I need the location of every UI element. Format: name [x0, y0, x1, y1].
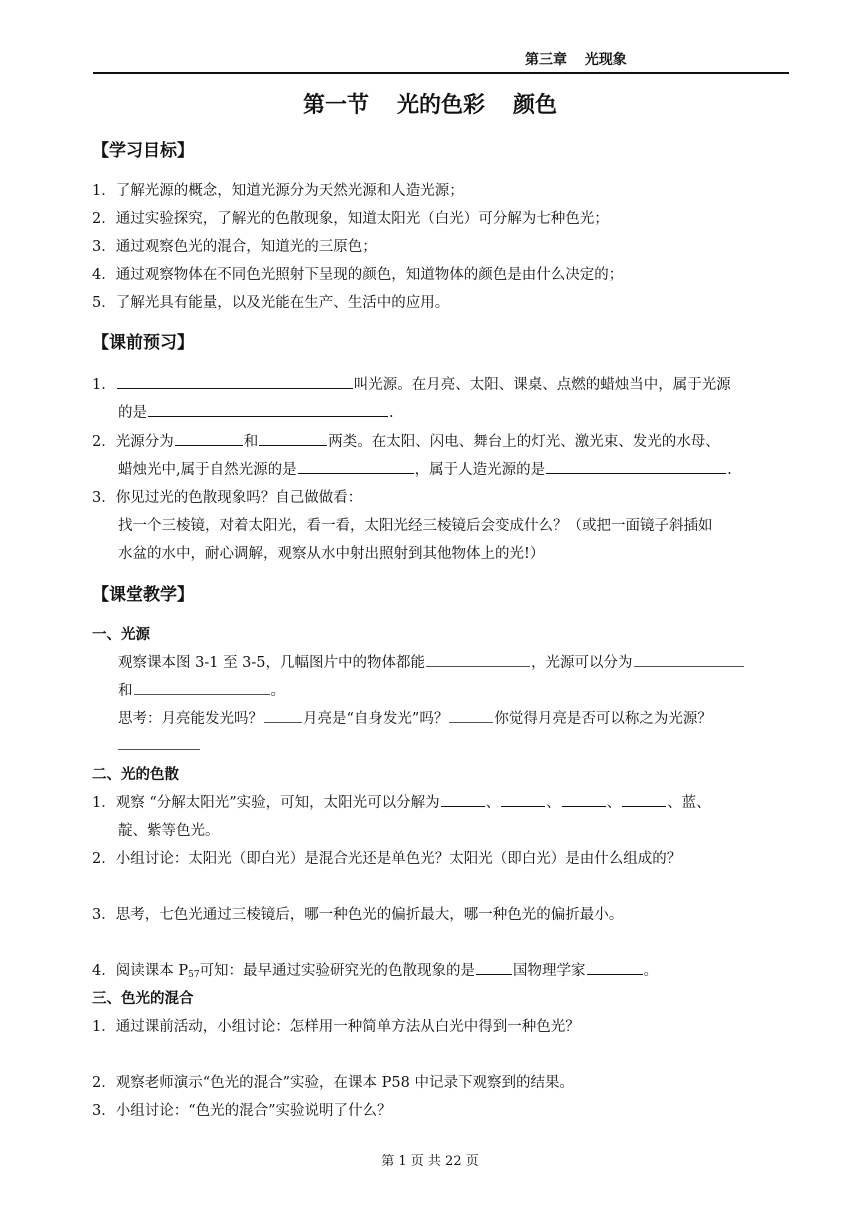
chapter-label: 第三章 — [525, 52, 567, 68]
answer-blank[interactable] — [587, 960, 643, 975]
preview-q2-line1 — [92, 430, 720, 451]
s2-q1-line2: 靛、紫等色光。 — [118, 823, 220, 839]
preview-q1-line1 — [92, 373, 731, 394]
answer-blank[interactable] — [298, 459, 414, 474]
page-subscript: 57 — [188, 970, 200, 980]
s1-text-a: 观察课本图 3-1 至 3-5，几幅图片中的物体都能 — [118, 655, 426, 671]
preview-q3-line3: 水盆的水中，耐心调解，观察从水中射出照射到其他物体上的光!） — [118, 546, 545, 562]
s2-q4-text-a: 4．阅读课本 P — [92, 963, 189, 979]
goals-heading: 【学习目标】 — [92, 141, 194, 161]
goal-item: 2．通过实验探究，了解光的色散现象，知道太阳光（白光）可分解为七种色光； — [92, 211, 609, 227]
s2-q4-text-b: 可知：最早通过实验研究光的色散现象的是 — [199, 963, 476, 979]
chapter-topic: 光现象 — [584, 52, 627, 68]
separator: 、 — [485, 795, 501, 811]
page-title — [0, 88, 860, 119]
preview-q3-line2: 找一个三棱镜，对着太阳光，看一看，太阳光经三棱镜后会变成什么？（或把一面镜子斜插如 — [118, 518, 713, 534]
answer-blank[interactable] — [634, 652, 744, 667]
title-name: 光的色彩 — [396, 93, 485, 118]
goal-item: 3．通过观察色光的混合，知道光的三原色； — [92, 239, 377, 255]
s1-line1 — [118, 651, 745, 672]
goal-item: 1．了解光源的概念，知道光源分为天然光源和人造光源； — [92, 183, 464, 199]
q1-text-b: 的是 — [118, 405, 147, 421]
s2-q4 — [92, 959, 658, 980]
section2-title: 二、光的色散 — [92, 767, 179, 783]
separator: 、 — [546, 795, 561, 811]
s2-q4-end: 。 — [643, 963, 659, 979]
s3-q1: 1．通过课前活动，小组讨论：怎样用一种简单方法从白光中得到一种色光？ — [92, 1019, 580, 1035]
answer-blank[interactable] — [546, 459, 726, 474]
s2-q1-line1 — [92, 791, 711, 812]
s2-q4-text-c: 国物理学家 — [513, 963, 586, 979]
q2-end: . — [727, 462, 732, 478]
s2-q3: 3．思考，七色光通过三棱镜后，哪一种色光的偏折最大，哪一种色光的偏折最小。 — [92, 907, 624, 923]
s1-text-e: 思考：月亮能发光吗？ — [118, 711, 263, 727]
answer-blank[interactable] — [264, 708, 302, 723]
s3-q3: 3．小组讨论：“色光的混合”实验说明了什么？ — [92, 1103, 392, 1119]
section3-title: 三、色光的混合 — [92, 991, 194, 1007]
s1-line2 — [118, 679, 285, 700]
s2-q2: 2．小组讨论：太阳光（即白光）是混合光还是单色光？太阳光（即白光）是由什么组成的？ — [92, 851, 682, 867]
answer-blank[interactable] — [441, 792, 485, 807]
answer-blank[interactable] — [134, 680, 270, 695]
q1-text: 叫光源。在月亮、太阳、课桌、点燃的蜡烛当中，属于光源 — [353, 377, 731, 393]
q1-end: . — [389, 405, 394, 421]
title-sub: 颜色 — [513, 93, 558, 118]
answer-blank[interactable] — [449, 708, 493, 723]
s1-text-g: 你觉得月亮是否可以称之为光源？ — [494, 711, 712, 727]
s1-text-f: 月亮是“自身发光”吗？ — [303, 711, 449, 727]
answer-blank[interactable] — [562, 792, 606, 807]
q1-number: 1． — [92, 377, 116, 393]
s1-text-d: 。 — [270, 683, 285, 699]
section1-title: 一、光源 — [92, 627, 150, 643]
answer-blank[interactable] — [148, 402, 388, 417]
s3-q2: 2．观察老师演示“色光的混合”实验，在课本 P58 中记录下观察到的结果。 — [92, 1075, 574, 1091]
preview-q1-line2 — [118, 401, 394, 422]
answer-blank[interactable] — [175, 431, 243, 446]
answer-blank[interactable] — [426, 652, 530, 667]
s1-text-c: 和 — [118, 683, 133, 699]
goal-item: 4．通过观察物体在不同色光照射下呈现的颜色，知道物体的颜色是由什么决定的； — [92, 267, 624, 283]
separator: 、 — [606, 795, 622, 811]
answer-blank[interactable] — [476, 960, 512, 975]
s1-line3 — [118, 707, 712, 728]
goal-item: 5．了解光具有能量，以及光能在生产、生活中的应用。 — [92, 295, 450, 311]
q2-text-c: 两类。在太阳、闪电、舞台上的灯光、激光束、发光的水母、 — [328, 434, 720, 450]
s1-text-b: ，光源可以分为 — [531, 655, 633, 671]
title-section: 第一节 — [302, 93, 369, 118]
q2-text-a: 2．光源分为 — [92, 434, 174, 450]
q2-text-e: ，属于人造光源的是 — [414, 462, 546, 478]
s2-q1-text: 1．观察 “分解太阳光”实验，可知，太阳光可以分解为 — [92, 795, 440, 811]
preview-heading: 【课前预习】 — [92, 333, 194, 353]
q2-text-d: 蜡烛光中,属于自然光源的是 — [118, 462, 297, 478]
page-footer: 第 1 页 共 22 页 — [381, 1154, 479, 1169]
answer-blank[interactable] — [501, 792, 545, 807]
answer-blank[interactable] — [118, 737, 200, 750]
preview-q3-line1: 3．你见过光的色散现象吗？自己做做看： — [92, 490, 363, 506]
header-rule — [93, 72, 789, 74]
preview-q2-line2 — [118, 458, 732, 479]
answer-blank[interactable] — [259, 431, 327, 446]
running-header — [525, 49, 627, 69]
answer-blank[interactable] — [117, 374, 353, 389]
q2-text-b: 和 — [243, 434, 259, 450]
answer-blank[interactable] — [622, 792, 666, 807]
s2-q1-text-b: 、蓝、 — [667, 795, 711, 811]
classroom-heading: 【课堂教学】 — [92, 585, 194, 605]
